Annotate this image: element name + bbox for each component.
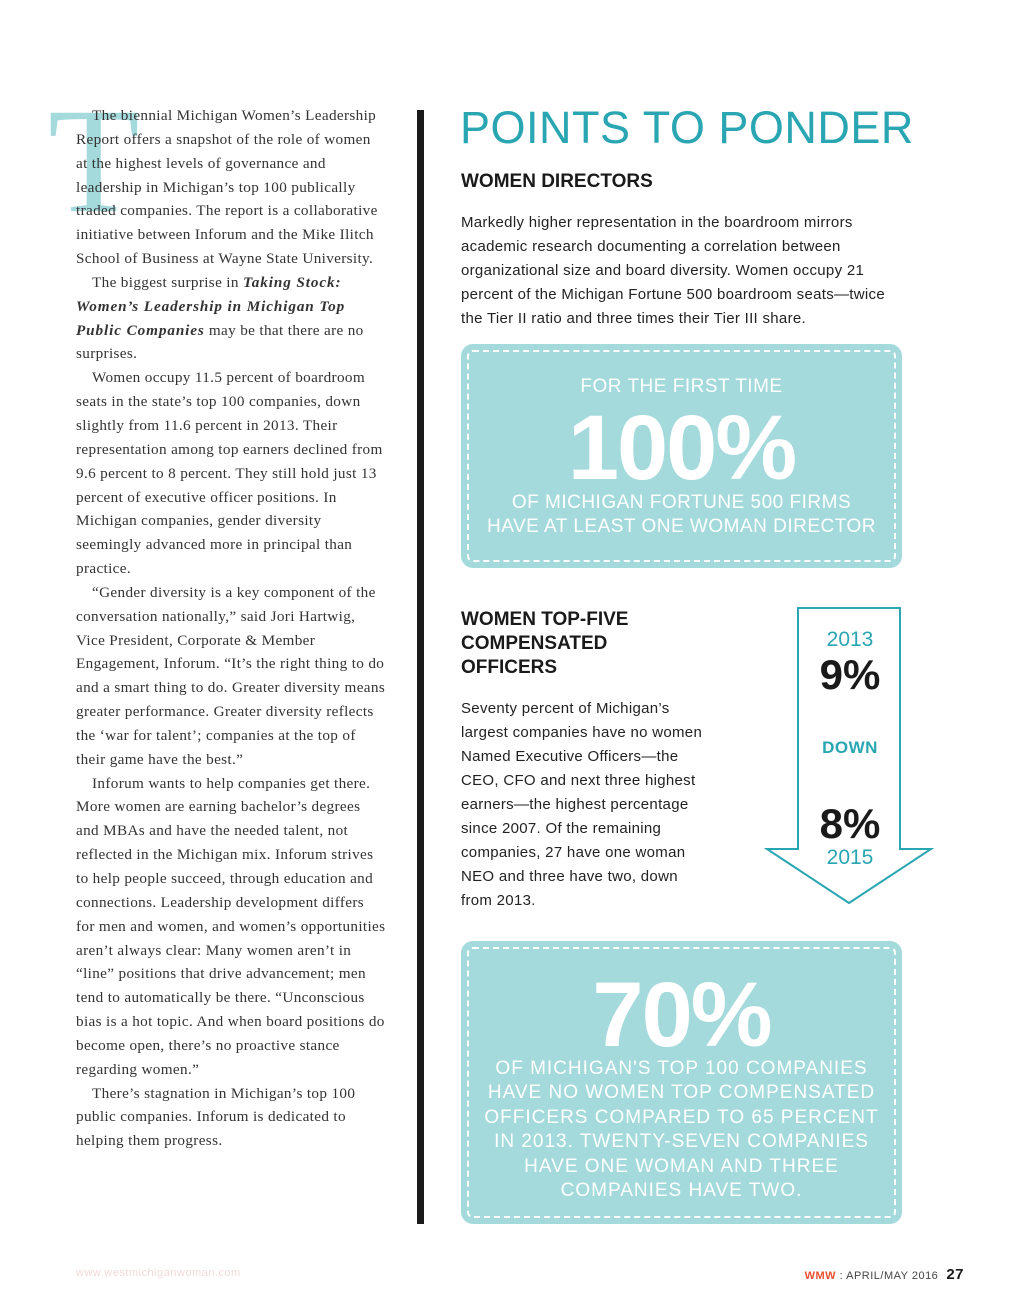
callout-line: OF MICHIGAN FORTUNE 500 FIRMS (511, 492, 852, 513)
report-title: Taking Stock: Women’s Leadership in Michigan Top Public Companies (76, 273, 346, 339)
callout-top-text: FOR THE FIRST TIME (580, 376, 783, 397)
arrow-year-start: 2013 (826, 628, 874, 651)
arrow-direction: DOWN (822, 738, 878, 757)
arrow-pct-start: 9% (819, 651, 881, 698)
arrow-year-end: 2015 (826, 846, 874, 869)
compensated-heading: WOMEN TOP-FIVE COMPENSATED OFFICERS (461, 609, 629, 678)
first-time-callout (461, 344, 902, 568)
brand-mark: WMW (804, 1270, 837, 1282)
column-divider (417, 110, 424, 1224)
website-url: www.westmichiganwoman.com (76, 1267, 241, 1279)
women-directors-heading: WOMEN DIRECTORS (461, 171, 653, 192)
women-directors-body: Markedly higher representation in the boardroom mirrors academic research documenting a correlation between organizational size and board diversity. Women occupy 21 percent of the Michigan Fortune 500 boardroom seats—twice the Tier II ratio and three times their Tier III share. (461, 214, 885, 327)
callout-big-number: 70% (592, 964, 771, 1066)
callout-big-number: 100% (567, 397, 796, 499)
page-title: POINTS TO PONDER (460, 102, 914, 153)
article-body (76, 104, 386, 1153)
paragraph: “Gender diversity is a key component of the conversation nationally,” said Jori Hartwig, Vice President, Corporate & Member Engagement, Inforum. “It’s the right thing to do and a smart thing to do. Greater diversity means greater performance. Greater diversity reflects the ‘war for talent’; companies at the top of their game have the best.” (76, 583, 386, 768)
compensated-body: Seventy percent of Michigan’s largest companies have no women Named Executive Officers—the CEO, CFO and next three highest earners—the highest percentage since 2007. Of the remaining companies, 27 have one woman NEO and three have two, down from 2013. (461, 700, 703, 909)
drop-cap: T (48, 78, 140, 244)
callout-line: HAVE AT LEAST ONE WOMAN DIRECTOR (486, 516, 877, 537)
seventy-percent-callout (461, 941, 902, 1224)
issue-date: : APRIL/MAY 2016 (836, 1270, 939, 1282)
page-number: 27 (946, 1266, 964, 1283)
paragraph: There’s stagnation in Michigan’s top 100 public companies. Inforum is dedicated to helping them progress. (76, 1084, 356, 1150)
callout-body: OF MICHIGAN'S TOP 100 COMPANIES HAVE NO WOMEN TOP COMPENSATED OFFICERS COMPARED TO 65 PERCENT IN 2013. TWENTY-SEVEN COMPANIES HAVE ONE WOMAN AND THREE COMPANIES HAVE TWO. (484, 1058, 879, 1202)
paragraph: Inforum wants to help companies get there. More women are earning bachelor’s degrees and MBAs and have the needed talent, not reflected in the Michigan mix. Inforum strives to help people succeed, through education and connections. Leadership development differs for men and women, and women’s opportunities aren’t always clear: Many women aren’t in “line” positions that drive advancement; men tend to automatically be there. “Unconscious bias is a hot topic. And when board positions do become open, there’s no proactive stance regarding women.” (76, 774, 386, 1078)
paragraph: The biennial Michigan Women’s Leadership Report offers a snapshot of the role of women at the highest levels of governance and leadership in Michigan’s top 100 publically traded companies. The report is a collaborative initiative between Inforum and the Mike Ilitch School of Business at Wayne State University. (76, 107, 378, 268)
paragraph: Women occupy 11.5 percent of boardroom seats in the state’s top 100 companies, down slightly from 11.6 percent in 2013. Their representation among top earners declined from 9.6 percent to 8 percent. They still hold just 13 percent of executive officer positions. In Michigan companies, gender diversity seemingly advanced more in principal than practice. (76, 369, 383, 578)
page-footer (805, 1266, 964, 1283)
paragraph: The biggest surprise in Taking Stock: Women’s Leadership in Michigan Top Public Companies may be that there are no surprises. (76, 273, 364, 363)
arrow-pct-end: 8% (819, 800, 881, 847)
